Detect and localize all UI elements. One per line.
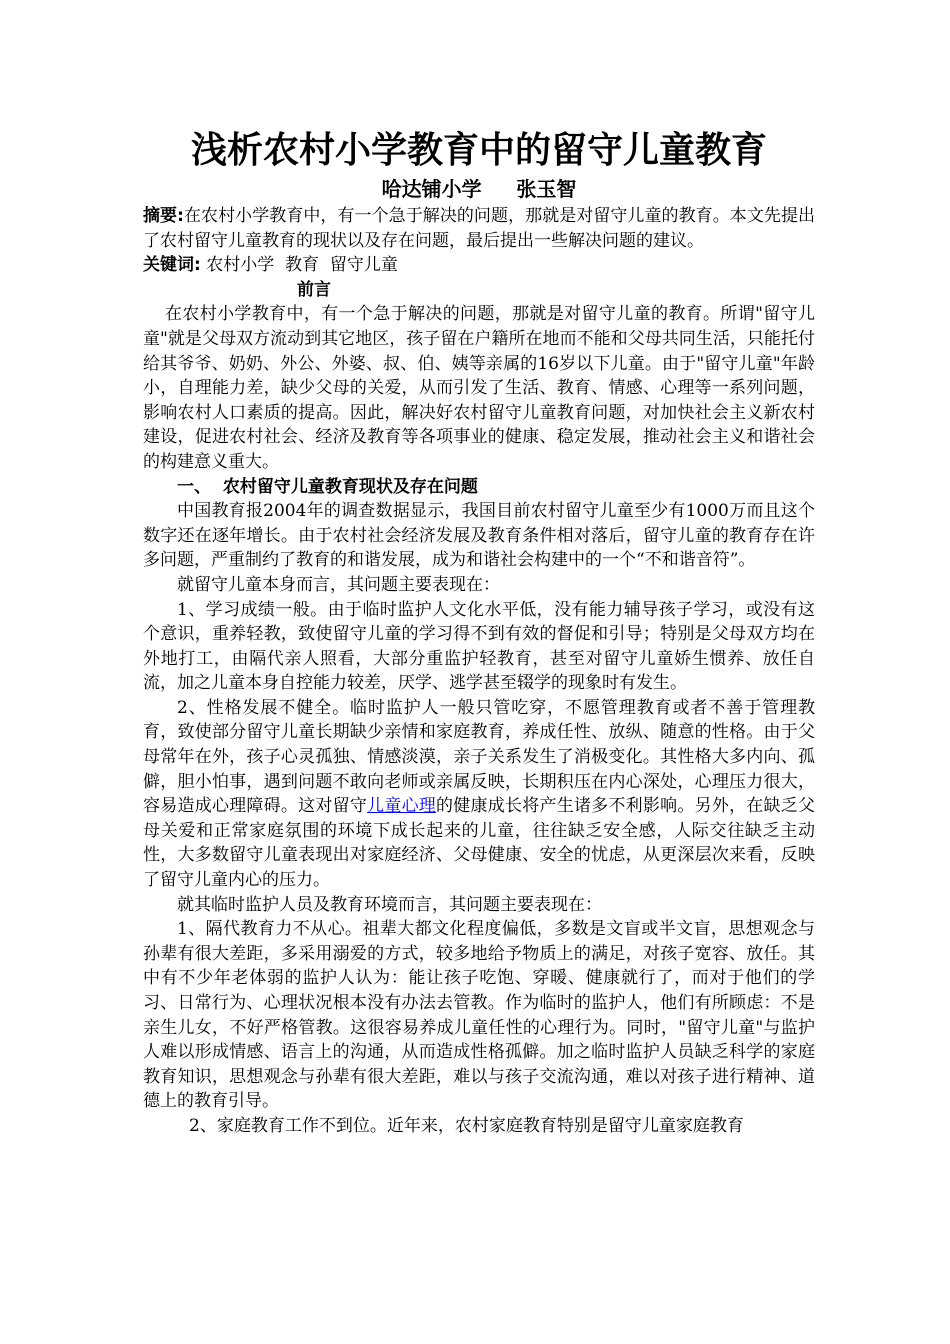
abstract-label: 摘要: — [143, 206, 184, 226]
author-name: 张玉智 — [516, 177, 577, 201]
intro-paragraph: 在农村小学教育中，有一个急于解决的问题，那就是对留守儿童的教育。所谓"留守儿童"就是父母双方流动到其它地区，孩子留在户籍所在地而不能和父母共同生活，只能托付给其爷爷、奶奶、外公、外婆、叔、伯、姨等亲属的16岁以下儿童。由于"留守儿童"年龄小，自理能力差，缺少父母的关爱，从而引发了生活、教育、情感、心理等一系列问题，影响农村人口素质的提高。因此，解决好农村留守儿童教育问题，对加快社会主义新农村建设，促进农村社会、经济及教育等各项事业的健康、稳定发展，推动社会主义和谐社会的构建意义重大。 — [143, 304, 815, 472]
child-psychology-link[interactable]: 儿童心理 — [367, 796, 437, 817]
abstract-text: 在农村小学教育中，有一个急于解决的问题，那就是对留守儿童的教育。本文先提出了农村留守儿童教育的现状以及存在问题，最后提出一些解决问题的建议。 — [143, 206, 815, 251]
keywords-paragraph — [143, 253, 815, 278]
section1-paragraph-2: 就留守儿童本身而言，其问题主要表现在： — [177, 574, 500, 595]
list-item-family-education: 2、家庭教育工作不到位。近年来，农村家庭教育特别是留守儿童家庭教育 — [189, 1115, 744, 1136]
list-item-personality — [143, 696, 815, 893]
personality-text-part2: 的健康成长将产生诸多不利影响。另外，在缺乏父母关爱和正常家庭氛围的环境下成长起来的儿童，往往缺乏安全感，人际交往缺乏主动性，大多数留守儿童表现出对家庭经济、父母健康、安全的忧虑，从更深层次来看，反映了留守儿童内心的压力。 — [143, 796, 816, 891]
section1-paragraph-3: 就其临时监护人员及教育环境而言，其问题主要表现在： — [177, 894, 602, 915]
keywords-label: 关键词: — [143, 255, 201, 276]
document-page — [143, 126, 815, 1139]
list-item-study: 1、学习成绩一般。由于临时监护人文化水平低，没有能力辅导孩子学习，或没有这个意识，重养轻教，致使留守儿童的学习得不到有效的督促和引导；特别是父母双方均在外地打工，由隔代亲人照看，大部分重监护轻教育，甚至对留守儿童娇生惯养、放任自流，加之儿童本身自控能力较差，厌学、逃学甚至辍学的现象时有发生。 — [143, 599, 815, 694]
keywords-text: 农村小学 教育 留守儿童 — [206, 255, 398, 276]
list-item-grandparent-care: 1、隔代教育力不从心。祖辈大都文化程度偏低，多数是文盲或半文盲，思想观念与孙辈有很大差距，多采用溺爱的方式，较多地给予物质上的满足，对孩子宽容、放任。其中有不少年老体弱的监护人认为：能让孩子吃饱、穿暖、健康就行了，而对于他们的学习、日常行为、心理状况根本没有办法去管教。作为临时的监护人，他们有所顾虑：不是亲生儿女，不好严格管教。这很容易养成儿童任性的心理行为。同时，"留守儿童"与监护人难以形成情感、语言上的沟通，从而造成性格孤僻。加之临时监护人员缺乏科学的家庭教育知识，思想观念与孙辈有很大差距，难以与孩子交流沟通，难以对孩子进行精神、道德上的教育引导。 — [143, 919, 815, 1112]
abstract-paragraph — [143, 204, 815, 253]
author-line — [143, 176, 815, 202]
section1-heading: 一、 农村留守儿童教育现状及存在问题 — [177, 476, 478, 497]
section1-paragraph-1: 中国教育报2004年的调查数据显示，我国目前农村留守儿童至少有1000万而且这个数字还在逐年增长。由于农村社会经济发展及教育条件相对落后，留守儿童的教育存在许多问题，严重制约了教育的和谐发展，成为和谐社会构建中的一个“不和谐音符”。 — [143, 501, 815, 571]
author-school: 哈达铺小学 — [381, 177, 482, 201]
preface-heading: 前言 — [297, 279, 331, 300]
document-title: 浅析农村小学教育中的留守儿童教育 — [190, 130, 767, 171]
personality-text-part1: 2、性格发展不健全。临时监护人一般只管吃穿，不愿管理教育或者不善于管理教育，致使部分留守儿童长期缺少亲情和家庭教育，养成任性、放纵、随意的性格。由于父母常年在外，孩子心灵孤独、情感淡漠，亲子关系发生了消极变化。其性格大多内向、孤僻，胆小怕事，遇到问题不敢向老师或亲属反映，长期积压在内心深处，心理压力很大，容易造成心理障碍。这对留守 — [143, 697, 815, 817]
